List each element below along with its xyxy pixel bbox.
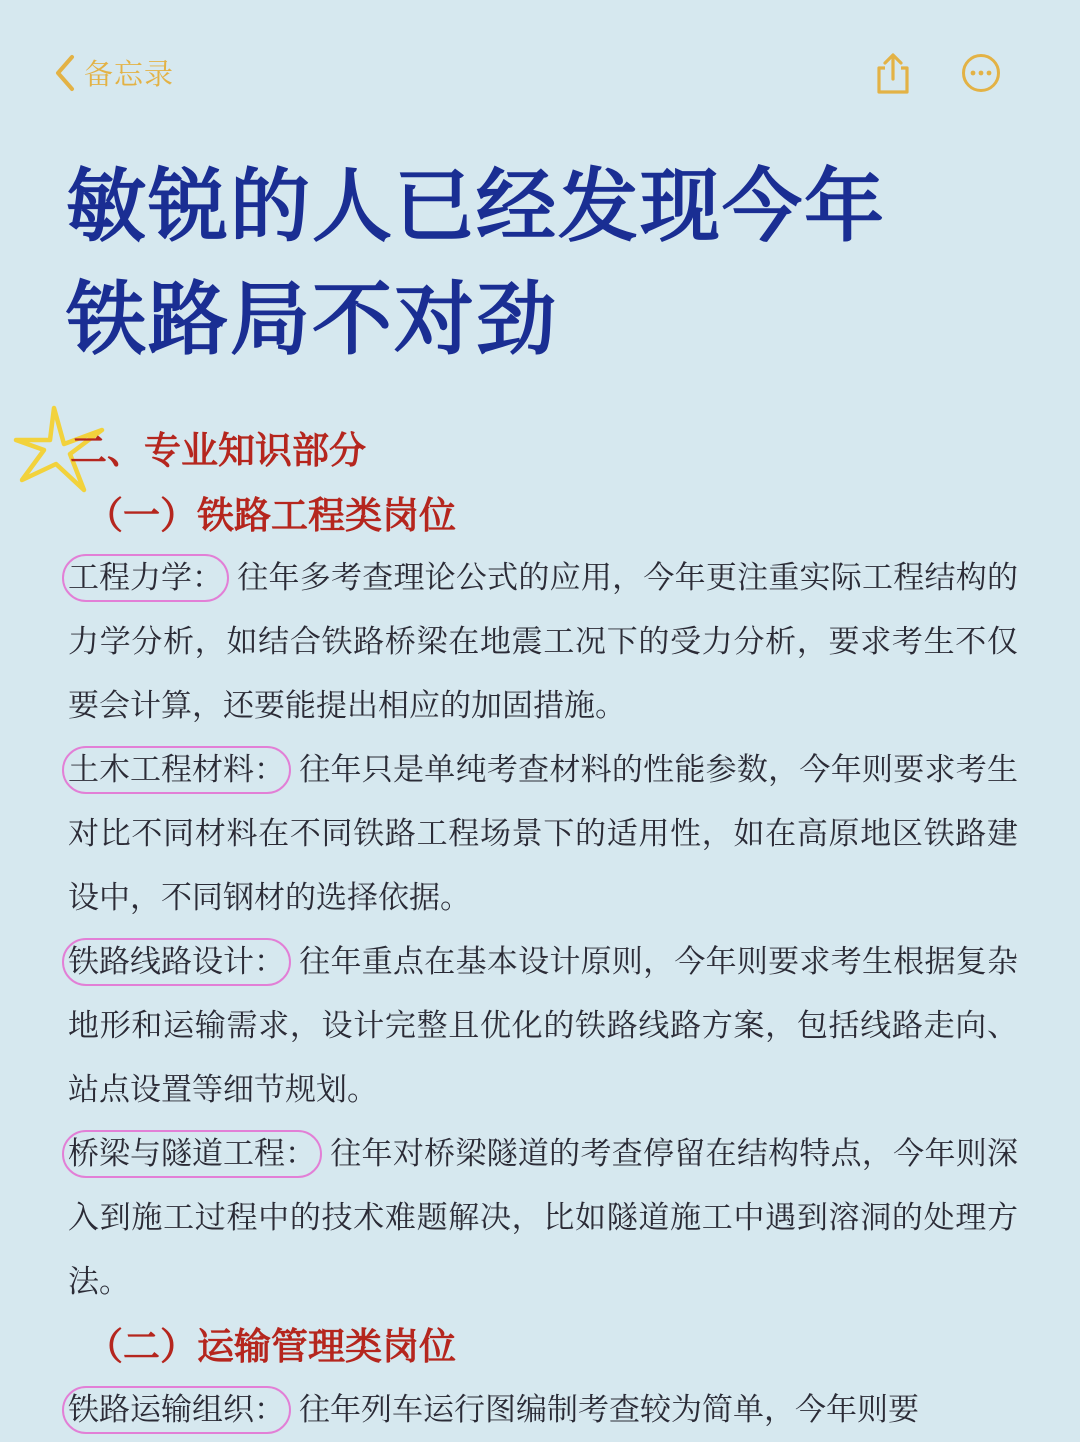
back-button[interactable] — [52, 52, 174, 93]
term-highlight: 铁路运输组织： — [62, 1386, 291, 1434]
more-icon[interactable] — [960, 52, 1002, 94]
item-text: 往年重点在基本设计原则，今年则要求考生根据复杂地形和运输需求，设计完整且优化的铁路线路方案，包括线路走向、站点设置等细节规划。 — [68, 944, 1018, 1108]
term-highlight: 桥梁与隧道工程： — [62, 1130, 322, 1178]
chevron-left-icon — [52, 53, 78, 93]
navigation-bar — [0, 0, 1080, 150]
page-title — [66, 150, 1026, 376]
title-line-1: 敏锐的人已经发现今年 — [66, 160, 886, 253]
item-text: 往年多考查理论公式的应用，今年更注重实际工程结构的力学分析，如结合铁路桥梁在地震工况下的受力分析，要求考生不仅要会计算，还要能提出相应的加固措施。 — [68, 560, 1018, 724]
item-text: 往年只是单纯考查材料的性能参数，今年则要求考生对比不同材料在不同铁路工程场景下的适用性，如在高原地区铁路建设中，不同钢材的选择依据。 — [68, 752, 1018, 916]
list-item — [68, 930, 1018, 1122]
term-highlight: 土木工程材料： — [62, 746, 291, 794]
section-heading: 二、专业知识部分 — [70, 429, 366, 472]
title-line-2: 铁路局不对劲 — [66, 273, 558, 366]
list-item — [68, 1378, 1018, 1442]
subheading-transport: （二）运输管理类岗位 — [86, 1325, 456, 1368]
term-highlight: 铁路线路设计： — [62, 938, 291, 986]
list-item — [68, 1122, 1018, 1314]
list-item — [68, 738, 1018, 930]
item-text: 往年对桥梁隧道的考查停留在结构特点，今年则深入到施工过程中的技术难题解决，比如隧道施工中遇到溶洞的处理方法。 — [68, 1136, 1018, 1300]
share-icon[interactable] — [872, 52, 914, 96]
term-highlight: 工程力学： — [62, 554, 229, 602]
back-label: 备忘录 — [84, 57, 175, 91]
item-text: 往年列车运行图编制考查较为简单，今年则要 — [299, 1392, 919, 1428]
subheading-engineering: （一）铁路工程类岗位 — [86, 494, 456, 537]
list-item — [68, 546, 1018, 738]
